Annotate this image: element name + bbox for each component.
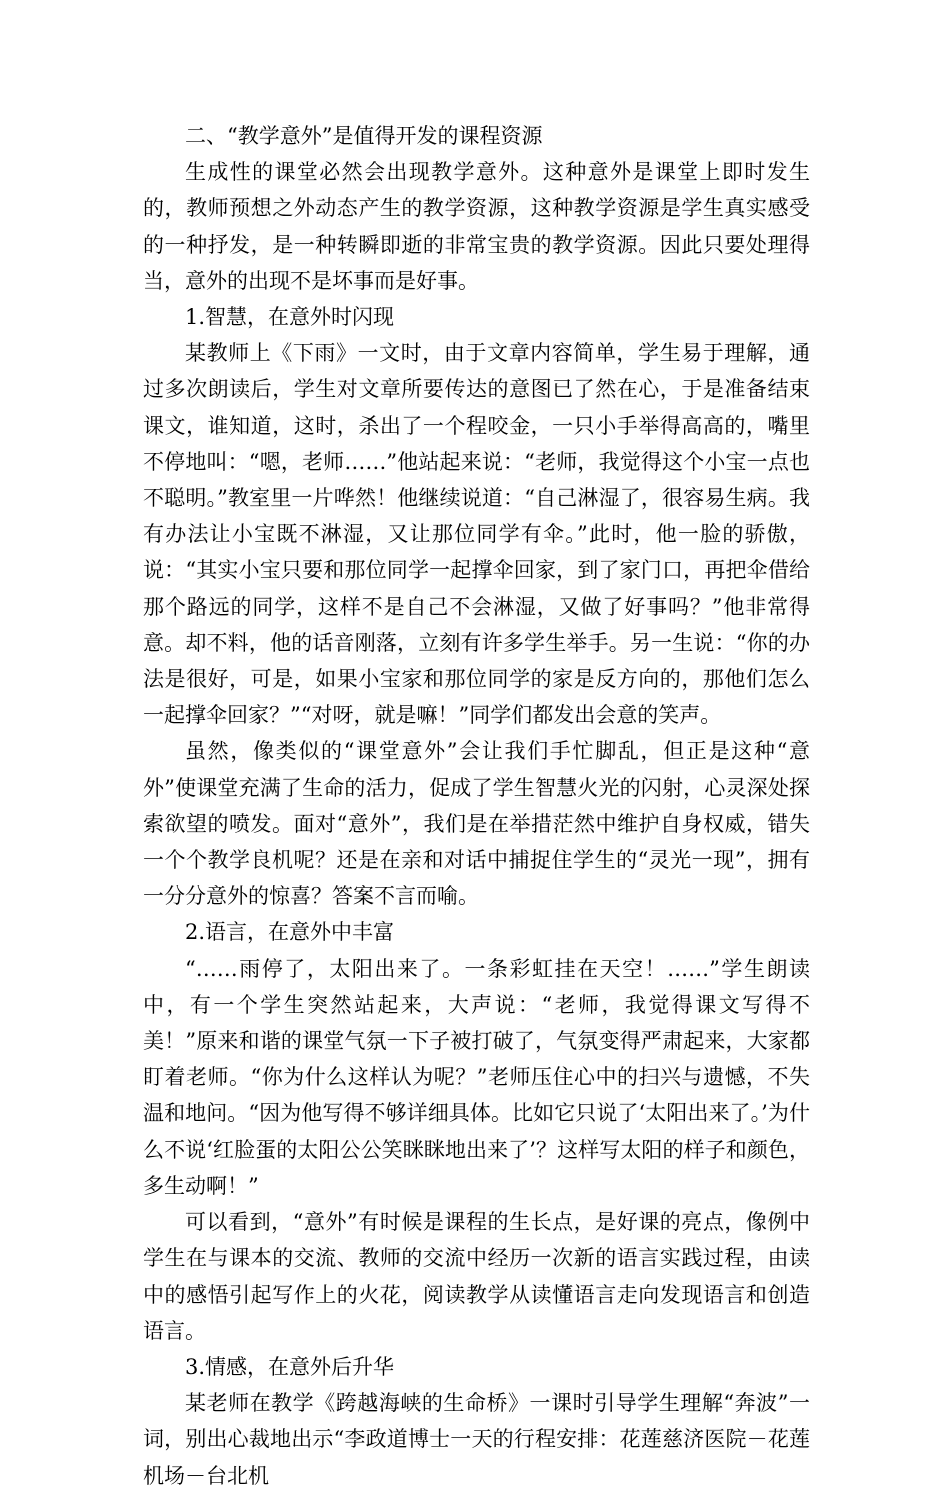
subsection-heading-3: 3.情感，在意外后升华 (185, 1354, 395, 1379)
intro-paragraph: 生成性的课堂必然会出现教学意外。这种意外是课堂上即时发生的，教师预想之外动态产生的教学资源，这种教学资源是学生真实感受的一种抒发，是一种转瞬即逝的非常宝贵的教学资源。因此只要处理得当，意外的出现不是坏事而是好事。 (143, 160, 810, 293)
subsection-2-paragraph-1: “……雨停了，太阳出来了。一条彩虹挂在天空！……”学生朗读中，有一个学生突然站起来，大声说：“老师，我觉得课文写得不美！”原来和谐的课堂气氛一下子被打破了，气氛变得严肃起来，大家都盯着老师。“你为什么这样认为呢？”老师压住心中的扫兴与遗憾，不失温和地问。“因为他写得不够详细具体。比如它只说了‘太阳出来了。’为什么不说‘红脸蛋的太阳公公笑眯眯地出来了’？这样写太阳的样子和颜色，多生动啊！” (143, 956, 810, 1198)
subsection-1-paragraph-2: 虽然，像类似的“课堂意外”会让我们手忙脚乱，但正是这种“意外”使课堂充满了生命的活力，促成了学生智慧火光的闪射，心灵深处探索欲望的喷发。面对“意外”，我们是在举措茫然中维护自身权威，错失一个个教学良机呢？还是在亲和对话中捕捉住学生的“灵光一现”，拥有一分分意外的惊喜？答案不言而喻。 (143, 739, 810, 909)
section-heading: 二、“教学意外”是值得开发的课程资源 (185, 124, 543, 148)
subsection-3-paragraph-1: 某老师在教学《跨越海峡的生命桥》一课时引导学生理解“奔波”一词，别出心裁地出示“李政道博士一天的行程安排：花莲慈济医院－花莲机场－台北机 (143, 1391, 810, 1488)
subsection-2-paragraph-2: 可以看到，“意外”有时候是课程的生长点，是好课的亮点，像例中学生在与课本的交流、教师的交流中经历一次新的语言实践过程，由读中的感悟引起写作上的火花，阅读教学从读懂语言走向发现语言和创造语言。 (143, 1210, 810, 1343)
subsection-1-paragraph-1: 某教师上《下雨》一文时，由于文章内容简单，学生易于理解，通过多次朗读后，学生对文章所要传达的意图已了然在心，于是准备结束课文，谁知道，这时，杀出了一个程咬金，一只小手举得高高的，嘴里不停地叫：“嗯，老师……”他站起来说：“老师，我觉得这个小宝一点也不聪明。”教室里一片哗然！他继续说道：“自己淋湿了，很容易生病。我有办法让小宝既不淋湿，又让那位同学有伞。”此时，他一脸的骄傲，说：“其实小宝只要和那位同学一起撑伞回家，到了家门口，再把伞借给那个路远的同学，这样不是自己不会淋湿，又做了好事吗？”他非常得意。却不料，他的话音刚落，立刻有许多学生举手。另一生说：“你的办法是很好，可是，如果小宝家和那位同学的家是反方向的，那他们怎么一起撑伞回家？”“对呀，就是嘛！”同学们都发出会意的笑声。 (143, 341, 810, 728)
document-body (143, 118, 810, 1494)
subsection-heading-1: 1.智慧，在意外时闪现 (185, 305, 395, 330)
subsection-heading-2: 2.语言，在意外中丰富 (185, 920, 395, 945)
